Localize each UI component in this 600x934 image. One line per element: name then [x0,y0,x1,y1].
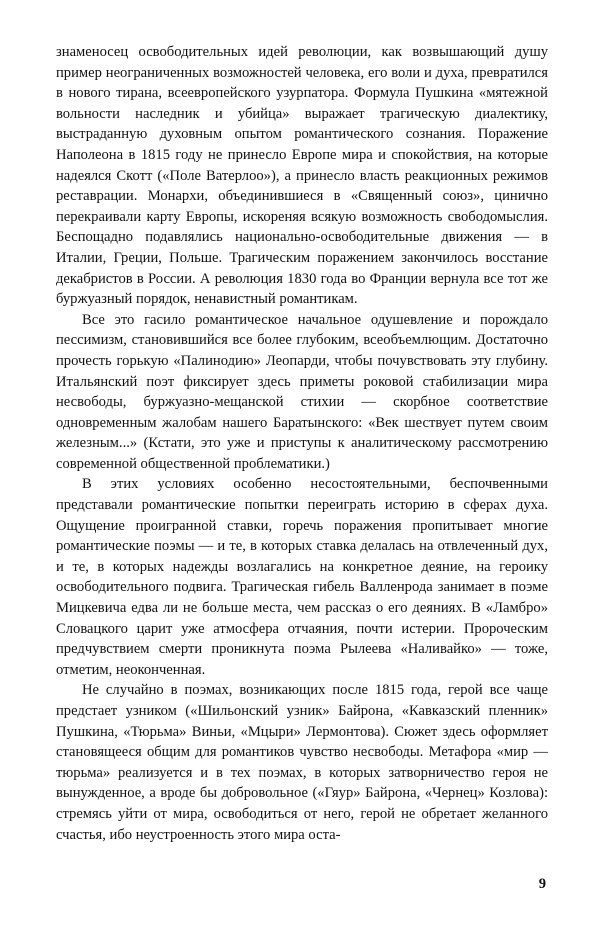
page-text [56,42,548,845]
paragraph-1: знаменосец освободительных идей революции, как возвышающий душу пример неограниченных возможностей человека, его воли и духа, превратился в нового тирана, всеевропейского узурпатора. Формула Пушкина «мятежной вольности наследник и убийца» выражает трагическую диалектику, выстраданную духовным опытом романтического сознания. Поражение Наполеона в 1815 году не принесло Европе мира и спокойствия, на которые надеялся Скотт («Поле Ватерлоо»), а принесло власть реакционных режимов реставрации. Монархи, объединившиеся в «Священный союз», цинично перекраивали карту Европы, искореняя всякую возможность свободомыслия. Беспощадно подавлялись национально-освободительные движения — в Италии, Греции, Польше. Трагическим поражением закончилось восстание декабристов в России. А революция 1830 года во Франции вернула все тот же буржуазный порядок, ненавистный романтикам. [56,44,548,308]
paragraph-3: В этих условиях особенно несостоятельными, беспочвенными представали романтические попытки переиграть историю в сферах духа. Ощущение проигранной ставки, горечь поражения пропитывает многие романтические поэмы — и те, в которых ставка делалась на отвлеченный дух, и те, в которых надежды возлагались на конкретное деяние, на героику освободительного подвига. Трагическая гибель Валленрода занимает в поэме Мицкевича едва ли не больше места, чем рассказ о его деяниях. В «Ламбро» Словацкого царит уже атмосфера отчаяния, почти истерии. Пророческим предчувствием смерти проникнута поэма Рылеева «Наливайко» — тоже, отметим, неоконченная. [56,476,548,678]
page-number: 9 [538,876,546,892]
paragraph-4: Не случайно в поэмах, возникающих после 1815 года, герой все чаще предстает узником («Шильонский узник» Байрона, «Кавказский пленник» Пушкина, «Тюрьма» Виньи, «Мцыри» Лермонтова). Сюжет здесь оформляет становящееся общим для романтиков чувство несвободы. Метафора «мир — тюрьма» реализуется и в тех поэмах, в которых затворничество героя не вынужденное, а вроде бы добровольное («Гяур» Байрона, «Чернец» Козлова): стремясь уйти от мира, освободиться от него, герой не обретает желанного счастья, ибо неустроенность этого мира оста- [56,682,548,843]
paragraph-2: Все это гасило романтическое начальное одушевление и порождало пессимизм, становившийся все более глубоким, всеобъемлющим. Достаточно прочесть горькую «Палинодию» Леопарди, чтобы почувствовать эту глубину. Итальянский поэт фиксирует здесь приметы роковой стабилизации мира несвободы, буржуазно-мещанской стихии — скорбное соответствие одновременным жалобам нашего Баратынского: «Век шествует путем своим железным...» (Кстати, это уже и приступы к аналитическому рассмотрению современной общественной проблематики.) [56,311,548,472]
